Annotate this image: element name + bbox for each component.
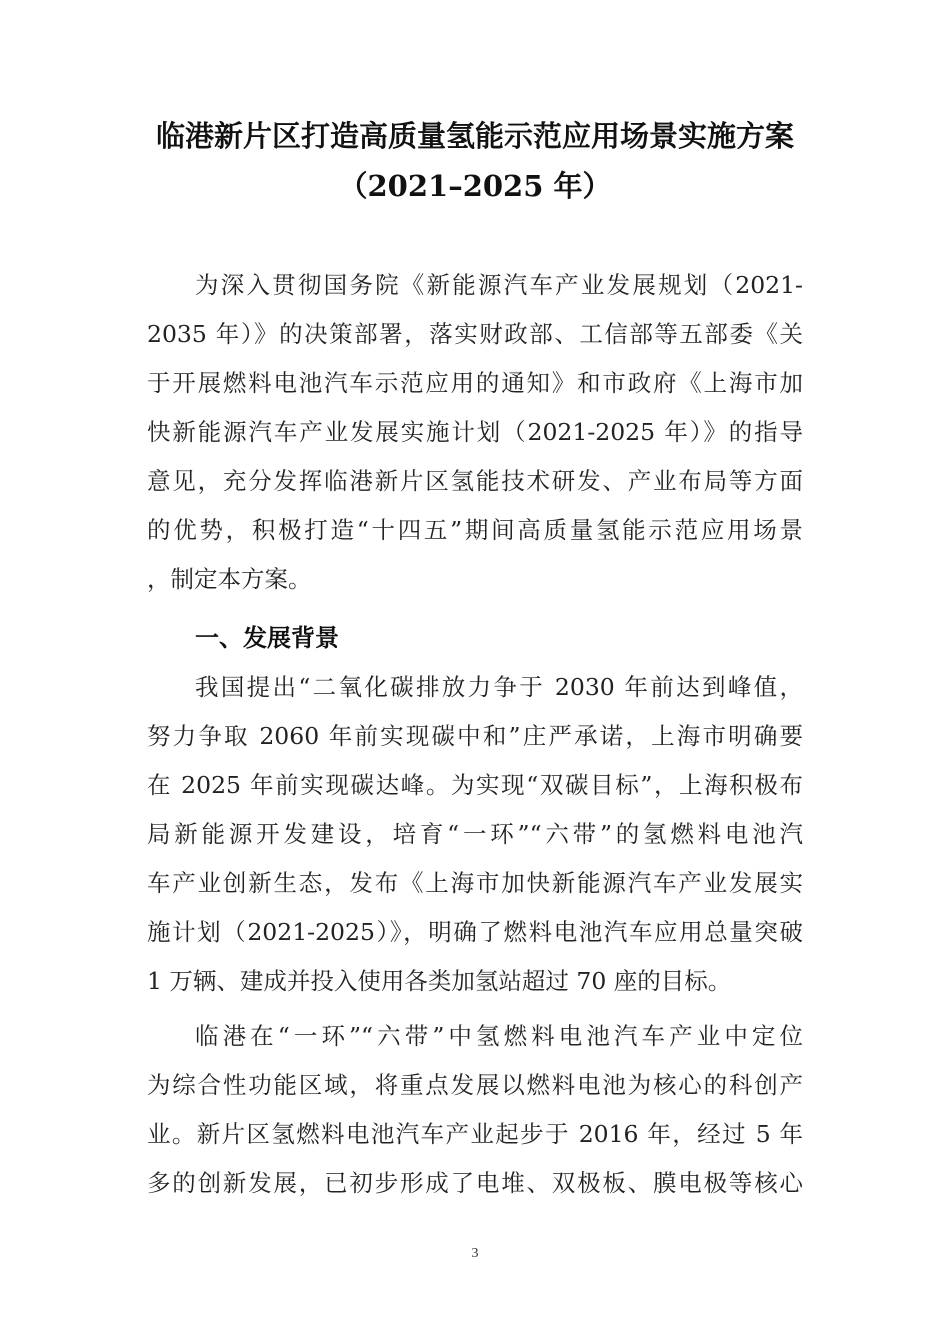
document-title: 临港新片区打造高质量氢能示范应用场景实施方案: [155, 119, 794, 153]
paragraph-line: 于开展燃料电池汽车示范应用的通知》和市政府《上海市加: [147, 369, 803, 397]
paragraph-line: 的优势，积极打造“十四五”期间高质量氢能示范应用场景: [147, 516, 803, 544]
page-number: 3: [471, 1246, 479, 1261]
document-subtitle-years: （2021–2025 年）: [338, 169, 612, 203]
paragraph-line: 在 2025 年前实现碳达峰。为实现“双碳目标”，上海积极布: [147, 771, 803, 799]
paragraph-line: 车产业创新生态，发布《上海市加快新能源汽车产业发展实: [147, 869, 803, 897]
paragraph-line: 1 万辆、建成并投入使用各类加氢站超过 70 座的目标。: [147, 967, 732, 995]
paragraph-line: 临港在“一环”“六带”中氢燃料电池汽车产业中定位: [195, 1022, 803, 1050]
intro-paragraph: [147, 261, 803, 604]
background-section: [147, 614, 803, 1006]
paragraph-line: 我国提出“二氧化碳排放力争于 2030 年前达到峰值，: [195, 673, 803, 701]
paragraph-line: 为综合性功能区域，将重点发展以燃料电池为核心的科创产: [147, 1071, 803, 1099]
section-heading: 一、发展背景: [195, 624, 339, 652]
lingang-paragraph: [147, 1012, 803, 1208]
paragraph-line: 局新能源开发建设，培育“一环”“六带”的氢燃料电池汽: [147, 820, 803, 848]
paragraph-line: 业。新片区氢燃料电池汽车产业起步于 2016 年，经过 5 年: [147, 1120, 803, 1148]
paragraph-line: 为深入贯彻国务院《新能源汽车产业发展规划（2021-: [195, 271, 803, 299]
paragraph-line: 2035 年）》的决策部署，落实财政部、工信部等五部委《关: [147, 320, 803, 348]
paragraph-line: 施计划（2021-2025）》，明确了燃料电池汽车应用总量突破: [147, 918, 803, 946]
paragraph-line: 意见，充分发挥临港新片区氢能技术研发、产业布局等方面: [147, 467, 803, 495]
paragraph-line: ，制定本方案。: [147, 565, 312, 593]
paragraph-line: 多的创新发展，已初步形成了电堆、双极板、膜电极等核心: [147, 1169, 803, 1197]
paragraph-line: 快新能源汽车产业发展实施计划（2021-2025 年）》的指导: [147, 418, 803, 446]
paragraph-line: 努力争取 2060 年前实现碳中和”庄严承诺，上海市明确要: [147, 722, 803, 750]
